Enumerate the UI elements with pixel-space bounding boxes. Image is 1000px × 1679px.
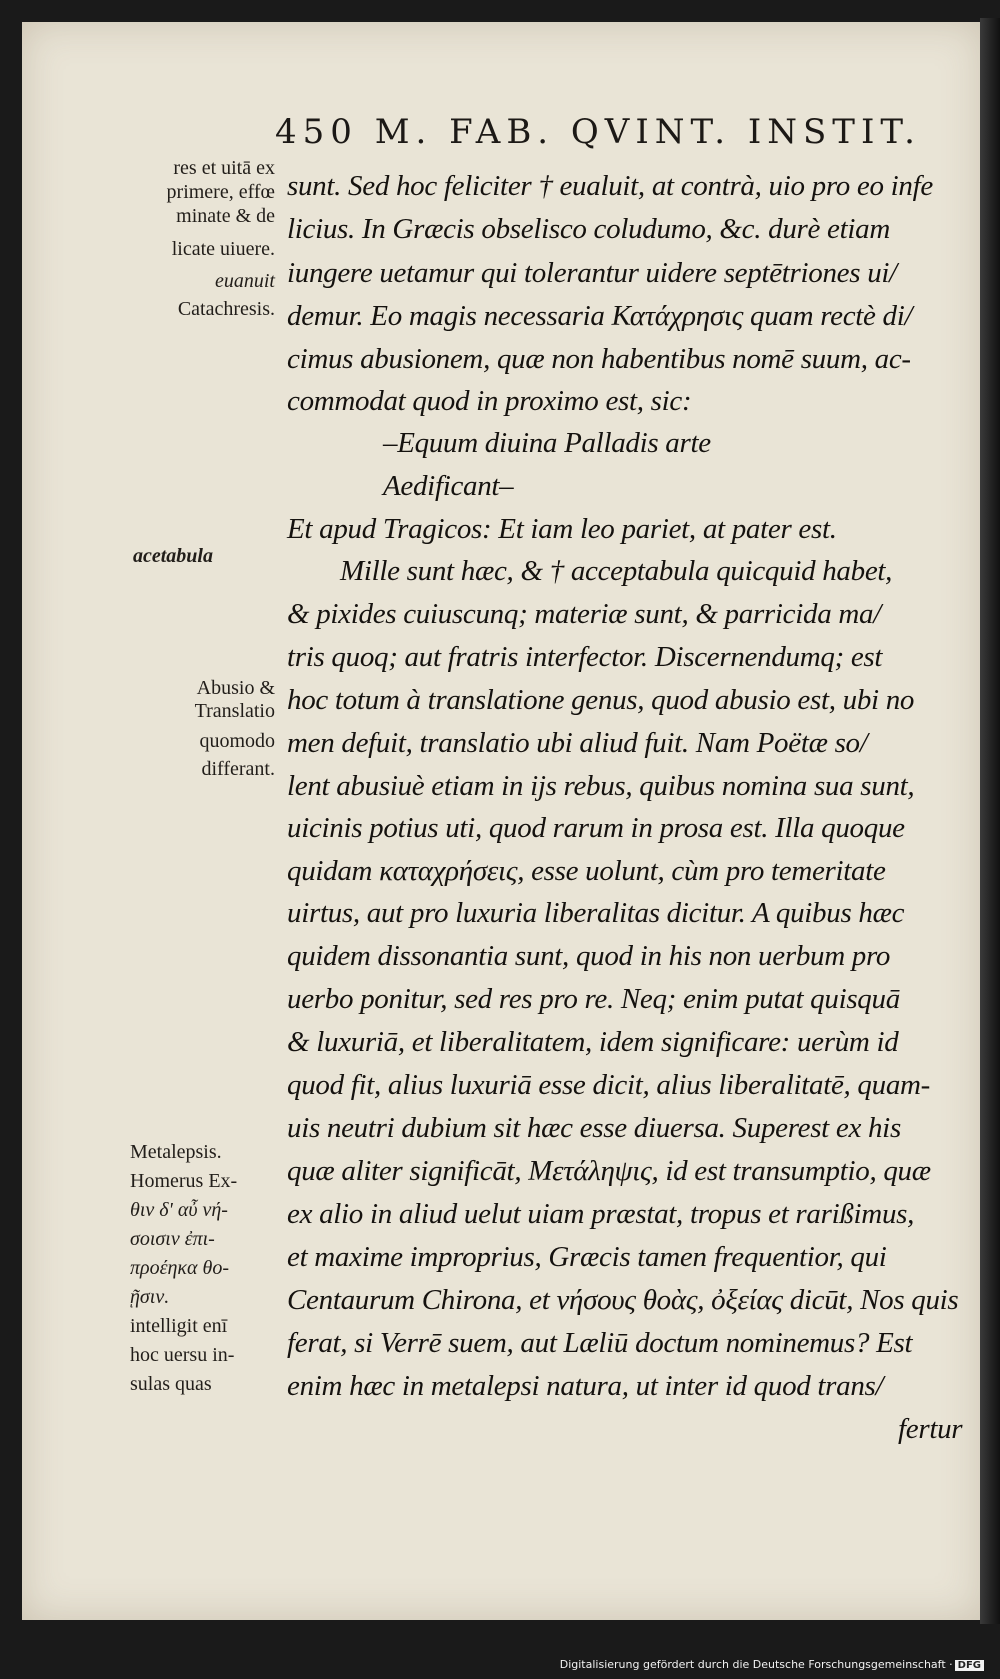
margin-line: intelligit enī [130, 1315, 228, 1337]
text-line: licius. In Græcis obselisco coludumo, &c. durè etiam [287, 213, 890, 245]
text-line: quod fit, alius luxuriā esse dicit, alius liberalitatē, quam- [287, 1069, 931, 1101]
margin-note-catachresis: Catachresis. [177, 298, 275, 320]
text-line: quæ aliter significāt, Μετάληψις, id est transumptio, quæ [287, 1155, 931, 1187]
text-line: sunt. Sed hoc feliciter † eualuit, at contrà, uio pro eo infe [287, 170, 933, 202]
margin-line: σοισιν ἐπι- [130, 1228, 215, 1250]
margin-note-euanuit: euanuit [215, 270, 275, 292]
margin-note-top-4: licate uiuere. [171, 238, 275, 260]
margin-note-top-1: res et uitā ex [173, 157, 275, 179]
text-line: hoc totum à translatione genus, quod abusio est, ubi no [287, 684, 915, 716]
dfg-logo: DFG [955, 1660, 984, 1671]
margin-note-top-2: primere, effœ [166, 181, 275, 203]
verse-line: Aedificant– [383, 470, 514, 502]
text-line: tris quoq; aut fratris interfector. Discernendumq; est [287, 641, 883, 673]
text-line: & luxuriā, et liberalitatem, idem significare: uerùm id [287, 1026, 899, 1058]
text-line: quidem dissonantia sunt, quod in his non uerbum pro [287, 940, 891, 972]
margin-line: προέηκα θο- [130, 1257, 230, 1279]
text-line: demur. Eo magis necessaria Κατάχρησις quam rectè di/ [287, 300, 913, 332]
credit-text: Digitalisierung gefördert durch die Deutsche Forschungsgemeinschaft · [559, 1658, 953, 1671]
margin-line: Metalepsis. [130, 1141, 222, 1163]
page-edge [980, 18, 1000, 1624]
margin-note-metalepsis [130, 1138, 237, 1399]
text-line: Centaurum Chirona, et νήσους θοὰς, ὀξείας dicūt, Nos quis [287, 1284, 959, 1316]
text-line: cimus abusionem, quæ non habentibus nomē suum, ac- [287, 343, 911, 375]
margin-line: θιν δ' αὖ νή- [130, 1199, 228, 1221]
text-line: enim hæc in metalepsi natura, ut inter id quod trans/ [287, 1370, 884, 1402]
text-line: iungere uetamur qui tolerantur uidere septētriones ui/ [287, 257, 897, 289]
margin-note-abusio-1: Abusio & [196, 677, 275, 699]
text-line: & pixides cuiuscunq; materiæ sunt, & parricida ma/ [287, 598, 881, 630]
text-line: Mille sunt hæc, & † acceptabula quicquid habet, [340, 555, 893, 587]
text-line: lent abusiuè etiam in ijs rebus, quibus nomina sua sunt, [287, 770, 915, 802]
text-line: Et apud Tragicos: Et iam leo pariet, at pater est. [287, 513, 837, 545]
margin-line: ῇσιν. [130, 1286, 170, 1308]
text-line: uerbo ponitur, sed res pro re. Neq; enim putat quisquā [287, 983, 900, 1015]
margin-note-acetabula: acetabula [133, 545, 213, 567]
text-line: men defuit, translatio ubi aliud fuit. Nam Poëtæ so/ [287, 727, 868, 759]
margin-note-top-3: minate & de [176, 205, 275, 227]
margin-line: Homerus Ex- [130, 1170, 238, 1192]
text-line: uis neutri dubium sit hæc esse diuersa. Superest ex his [287, 1112, 901, 1144]
margin-note-abusio-3: quomodo [199, 730, 275, 752]
text-line: quidam καταχρήσεις, esse uolunt, cùm pro temeritate [287, 855, 886, 887]
text-line: ex alio in aliud uelut uiam præstat, tropus et rarißimus, [287, 1198, 915, 1230]
text-line: ferat, si Verrē suem, aut Læliū doctum nominemus? Est [287, 1327, 913, 1359]
verse-line: –Equum diuina Palladis arte [383, 427, 711, 459]
text-line: uicinis potius uti, quod rarum in prosa est. Illa quoque [287, 812, 905, 844]
running-header: 450 M. FAB. QVINT. INSTIT. [275, 112, 921, 152]
margin-line: sulas quas [130, 1373, 212, 1395]
text-line: uirtus, aut pro luxuria liberalitas dicitur. A quibus hæc [287, 897, 905, 929]
margin-note-abusio-4: differant. [201, 758, 275, 780]
margin-line: hoc uersu in- [130, 1344, 235, 1366]
text-line: commodat quod in proximo est, sic: [287, 385, 692, 417]
margin-note-abusio-2: Translatio [194, 700, 275, 722]
digitization-credit [560, 1658, 984, 1671]
catchword: fertur [898, 1413, 963, 1445]
text-line: et maxime improprius, Græcis tamen frequentior, qui [287, 1241, 887, 1273]
